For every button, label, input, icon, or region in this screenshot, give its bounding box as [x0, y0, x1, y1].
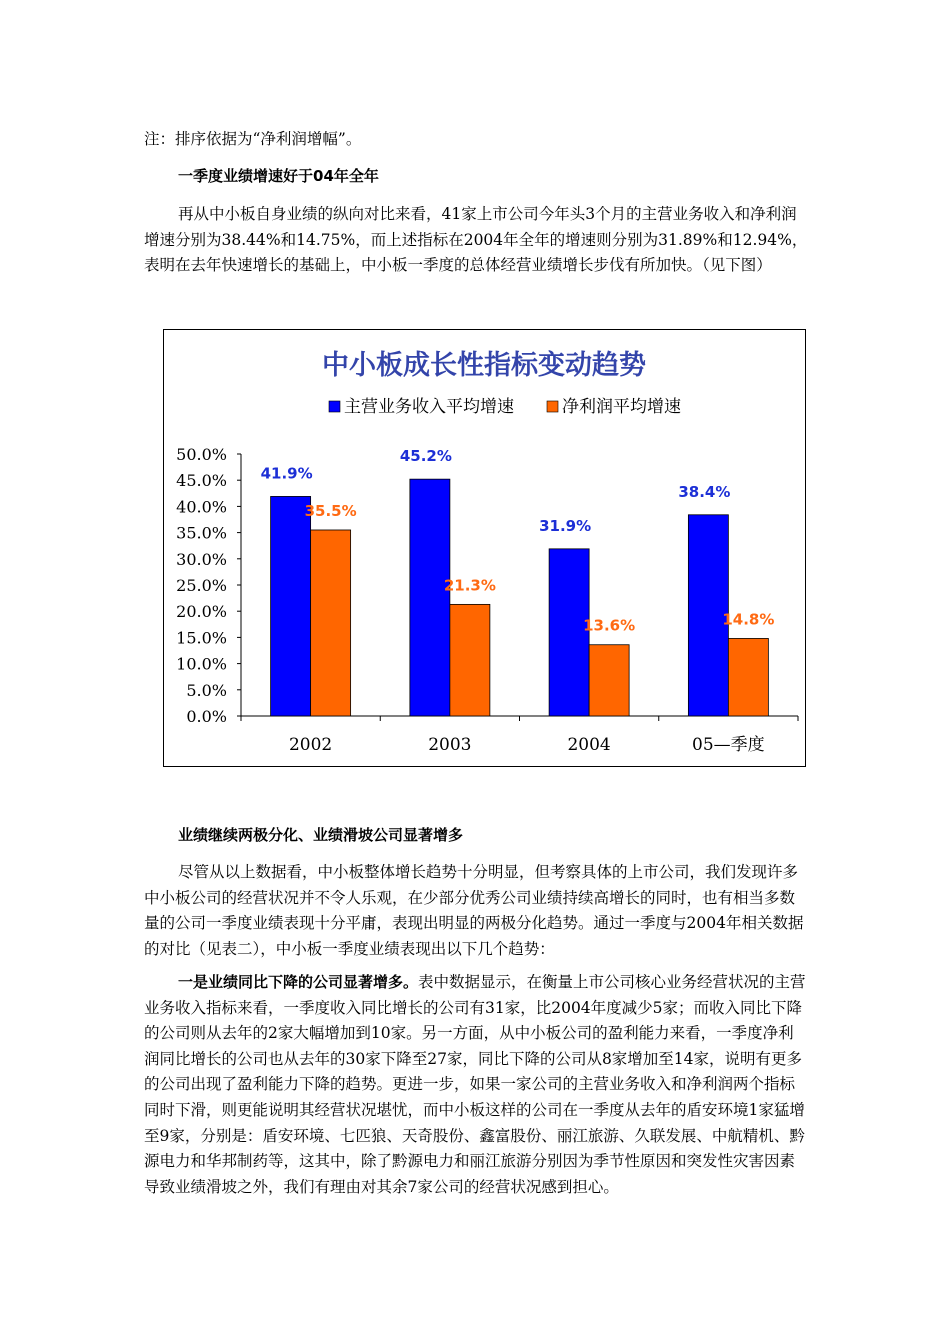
section-heading-q1-growth: 一季度业绩增速好于04年全年: [178, 167, 379, 185]
data-label: 45.2%: [399, 447, 452, 466]
data-label: 14.8%: [722, 610, 775, 629]
y-tick-label: 15.0%: [176, 628, 227, 648]
chart-title: 中小板成长性指标变动趋势: [322, 350, 646, 381]
paragraph-declining-companies: [144, 970, 808, 1200]
y-tick-label: 45.0%: [176, 471, 227, 491]
y-tick-label: 50.0%: [176, 445, 227, 464]
data-label: 41.9%: [260, 464, 313, 483]
bar-revenue: [271, 496, 311, 716]
bar-profit: [450, 604, 490, 716]
paragraph-q1-growth: 再从中小板自身业绩的纵向对比来看，41家上市公司今年头3个月的主营业务收入和净利润增速分别为38.44%和14.75%，而上述指标在2004年全年的增速则分别为31.89%和12.94%，表明在去年快速增长的基础上，中小板一季度的总体经营业绩增长步伐有所加快。（见下图）: [144, 205, 808, 275]
legend-label-0: 主营业务收入平均增速: [344, 397, 514, 417]
paragraph-lead-bold: 一是业绩同比下降的公司显著增多。: [178, 973, 419, 991]
x-tick-label: 05—季度: [692, 735, 765, 755]
data-label: 38.4%: [678, 482, 731, 501]
bar-profit: [311, 530, 351, 716]
bar-profit: [589, 645, 629, 716]
bar-revenue: [410, 479, 450, 716]
data-label: 35.5%: [304, 501, 357, 520]
x-tick-label: 2004: [567, 735, 611, 755]
y-tick-label: 20.0%: [176, 602, 227, 622]
y-tick-label: 40.0%: [176, 497, 227, 517]
growth-trend-chart: [163, 329, 806, 767]
paragraph-body: 表中数据显示，在衡量上市公司核心业务经营状况的主营业务收入指标来看，一季度收入同比增长的公司有31家，比2004年度减少5家；而收入同比下降的公司则从去年的2家大幅增加到10家。另一方面，从中小板公司的盈利能力来看，一季度净利润同比增长的公司也从去年的30家下降至27家，同比下降的公司从8家增加至14家，说明有更多的公司出现了盈利能力下降的趋势。更进一步，如果一家公司的主营业务收入和净利润两个指标同时下滑，则更能说明其经营状况堪忧，而中小板这样的公司在一季度从去年的盾安环境1家猛增至9家，分别是：盾安环境、七匹狼、天奇股份、鑫富股份、丽江旅游、久联发展、中航精机、黔源电力和华邦制药等，这其中，除了黔源电力和丽江旅游分别因为季节性原因和突发性灾害因素导致业绩滑坡之外，我们有理由对其余7家公司的经营状况感到担心。: [144, 973, 806, 1196]
legend-label-1: 净利润平均增速: [562, 397, 681, 417]
y-tick-label: 5.0%: [186, 680, 227, 700]
data-label: 21.3%: [443, 576, 496, 595]
legend-swatch-1: [547, 401, 558, 412]
y-tick-label: 10.0%: [176, 654, 227, 674]
table-note: 注：排序依据为“净利润增幅”。: [144, 130, 362, 148]
y-tick-label: 25.0%: [176, 576, 227, 595]
y-tick-label: 30.0%: [176, 549, 227, 569]
paragraph-polarization: 尽管从以上数据看，中小板整体增长趋势十分明显，但考察具体的上市公司，我们发现许多中小板公司的经营状况并不令人乐观，在少部分优秀公司业绩持续高增长的同时，也有相当多数量的公司一季度业绩表现十分平庸，表现出明显的两极分化趋势。通过一季度与2004年相关数据的对比（见表二），中小板一季度业绩表现出以下几个趋势：: [144, 863, 804, 958]
section-heading-polarization: 业绩继续两极分化、业绩滑坡公司显著增多: [178, 826, 464, 844]
data-label: 31.9%: [539, 516, 592, 535]
legend-swatch-0: [329, 401, 340, 412]
data-label: 13.6%: [583, 616, 636, 635]
chart-canvas: [164, 330, 805, 766]
bar-profit: [728, 638, 768, 716]
y-tick-label: 35.0%: [176, 523, 227, 543]
x-tick-label: 2002: [288, 735, 333, 755]
y-tick-label: 0.0%: [186, 707, 227, 726]
x-tick-label: 2003: [428, 735, 472, 755]
